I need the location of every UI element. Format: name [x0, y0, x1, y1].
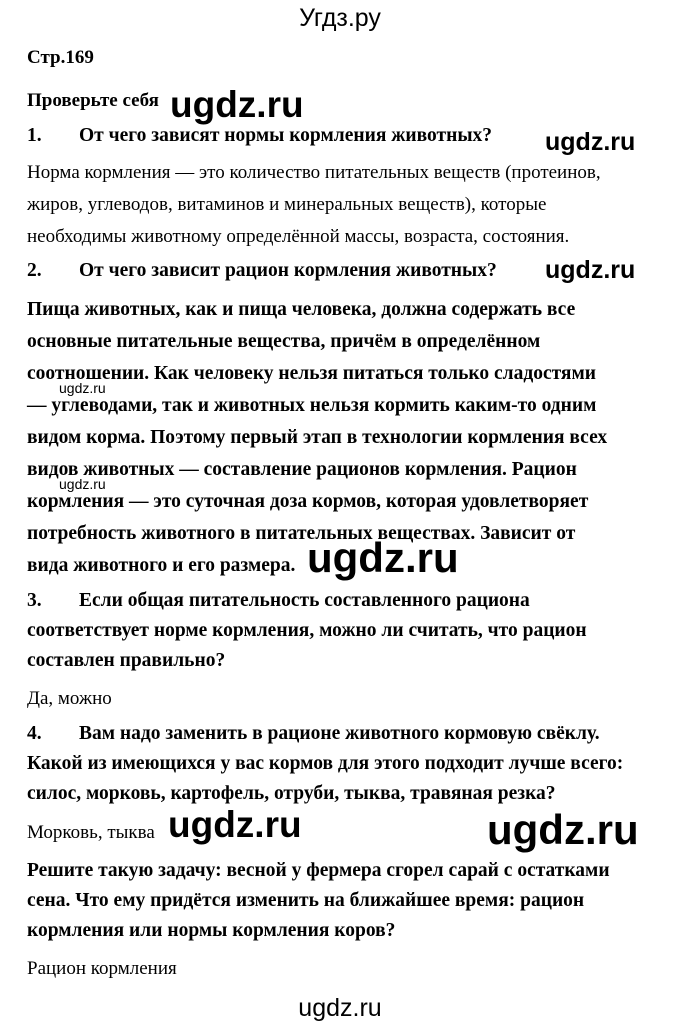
question-text: силос, морковь, картофель, отруби, тыква, травяная резка?	[27, 783, 556, 804]
task-answer: Рацион кормления	[27, 958, 177, 979]
question-number: 4.	[27, 723, 42, 744]
answer-line: видов животных — составление рационов кормления. Рацион	[27, 459, 577, 480]
watermark: ugdz.ru	[487, 806, 639, 853]
question-text: Вам надо заменить в рационе животного кормовую свёклу.	[79, 723, 600, 744]
answer-line: — углеводами, так и животных нельзя кормить каким-то одним	[27, 395, 597, 416]
task-line: Решите такую задачу: весной у фермера сгорел сарай с остатками	[27, 860, 610, 881]
watermark: ugdz.ru	[59, 380, 106, 396]
answer-line: Пища животных, как и пища человека, должна содержать все	[27, 299, 576, 320]
section-title: Проверьте себя	[27, 90, 159, 111]
site-header[interactable]: Угдз.ру	[299, 4, 381, 32]
watermark: ugdz.ru	[168, 804, 302, 845]
answer-line: кормления — это суточная доза кормов, которая удовлетворяет	[27, 491, 589, 512]
question-text: соответствует норме кормления, можно ли считать, что рацион	[27, 620, 587, 641]
question-number: 3.	[27, 590, 42, 611]
question-text: Если общая питательность составленного рациона	[79, 590, 530, 611]
task-line: сена. Что ему придётся изменить на ближайшее время: рацион	[27, 890, 585, 911]
question-2	[27, 260, 497, 282]
question-1	[27, 125, 492, 147]
question-4	[27, 723, 600, 745]
watermark: ugdz.ru	[545, 256, 636, 284]
question-number: 2.	[27, 260, 42, 281]
question-text: составлен правильно?	[27, 650, 226, 671]
answer-line: Морковь, тыква	[27, 822, 155, 843]
watermark: ugdz.ru	[545, 128, 636, 156]
watermark: ugdz.ru	[307, 534, 459, 581]
question-3	[27, 590, 530, 612]
answer-line: вида животного и его размера.	[27, 555, 296, 576]
answer-line: потребность животного в питательных веществах. Зависит от	[27, 523, 576, 544]
question-text: Какой из имеющихся у вас кормов для этого подходит лучше всего:	[27, 753, 624, 774]
answer-line: Норма кормления — это количество питательных веществ (протеинов,	[27, 162, 601, 183]
question-text: От чего зависят нормы кормления животных?	[79, 125, 493, 146]
site-footer[interactable]: ugdz.ru	[298, 994, 382, 1022]
question-text: От чего зависит рацион кормления животных?	[79, 260, 497, 281]
answer-line: Да, можно	[27, 688, 112, 709]
watermark: ugdz.ru	[59, 476, 106, 492]
task-line: кормления или нормы кормления коров?	[27, 920, 396, 941]
answer-line: соотношении. Как человеку нельзя питаться только сладостями	[27, 363, 596, 384]
watermark: ugdz.ru	[170, 84, 304, 125]
answer-line: основные питательные вещества, причём в определённом	[27, 331, 541, 352]
answer-line: жиров, углеводов, витаминов и минеральных веществ), которые	[27, 194, 547, 215]
answer-line: видом корма. Поэтому первый этап в технологии кормления всех	[27, 427, 608, 448]
question-number: 1.	[27, 125, 42, 146]
answer-line: необходимы животному определённой массы, возраста, состояния.	[27, 226, 570, 247]
page-label: Стр.169	[27, 47, 94, 68]
